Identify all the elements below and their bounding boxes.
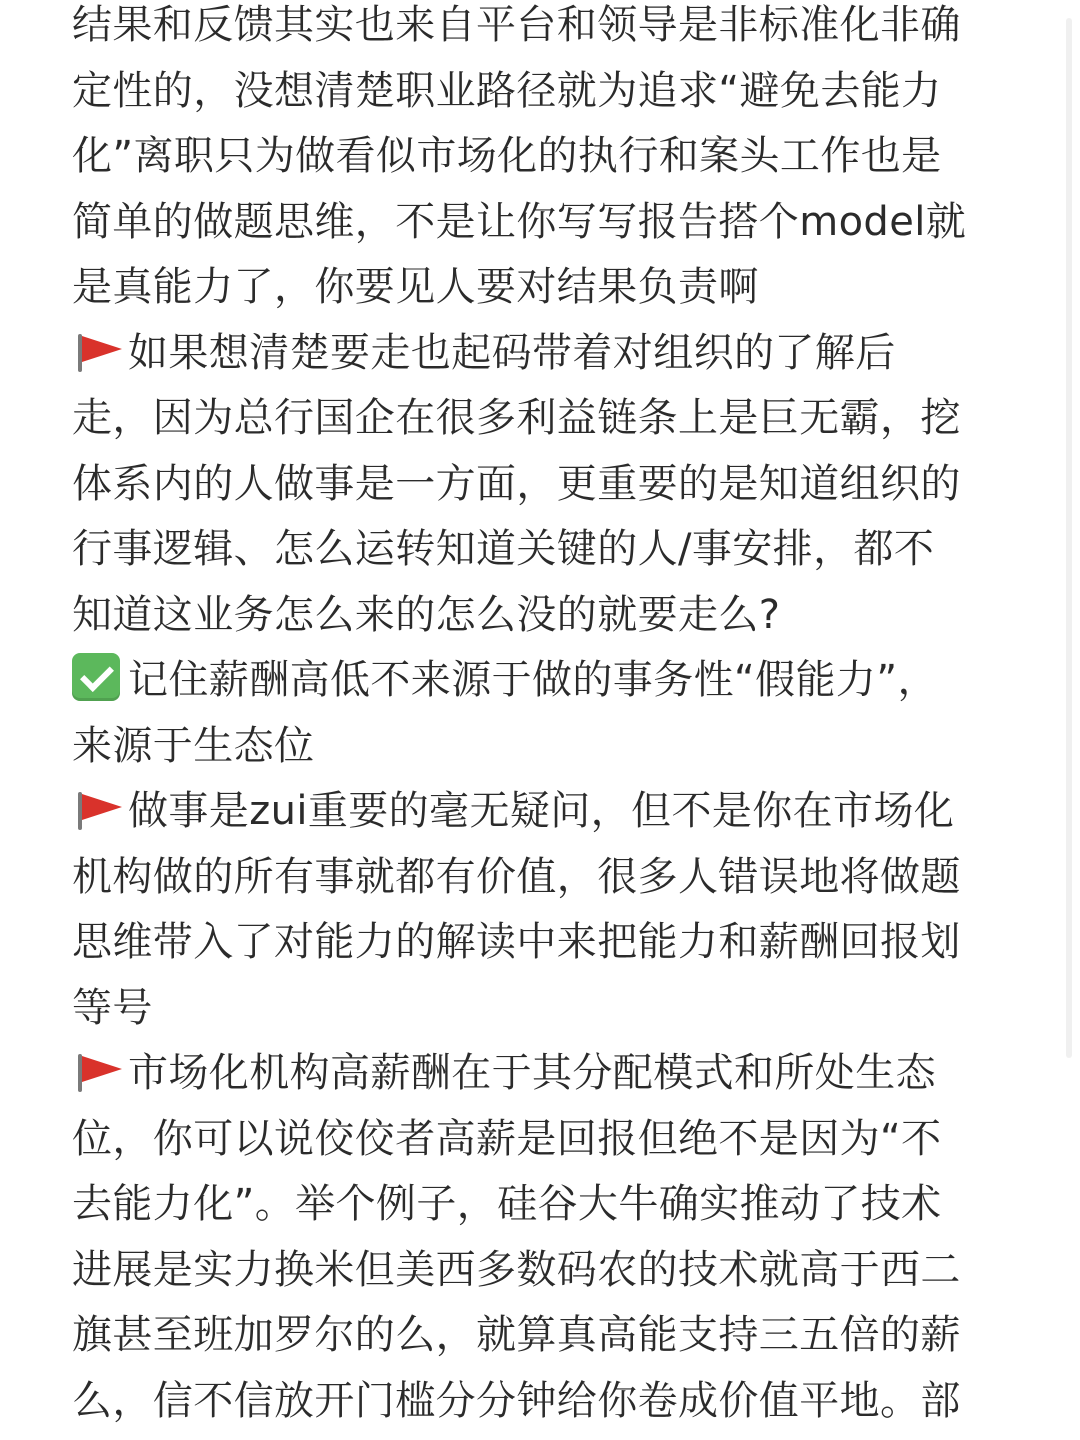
text-line: 么，信不信放开门槛分分钟给你卷成价值平地。部 [72,1377,961,1424]
bullet-line [72,321,1008,387]
bullet-line [72,648,1008,714]
bullet-text: 如果想清楚要走也起码带着对组织的了解后 [128,329,896,376]
text-line: 机构做的所有事就都有价值，很多人错误地将做题 [72,853,961,900]
red-flag-icon [72,790,124,830]
text-line: 体系内的人做事是一方面，更重要的是知道组织的 [72,460,961,507]
bullet-text: 市场化机构高薪酬在于其分配模式和所处生态 [128,1050,936,1096]
text-line: 定性的，没想清楚职业路径就为追求“避免去能力 [72,67,942,114]
text-line: 简单的做题思维，不是让你写写报告搭个model就 [72,198,967,245]
text-line: 位，你可以说佼佼者高薪是回报但绝不是因为“不 [72,1115,942,1162]
text-line: 来源于生态位 [72,722,315,769]
text-line: 走，因为总行国企在很多利益链条上是巨无霸，挖 [72,395,961,441]
bullet-text: 记住薪酬高低不来源于做的事务性“假能力”， [128,657,938,703]
bullet-text: 做事是zui重要的毫无疑问，但不是你在市场化 [128,788,955,834]
bullet-line [72,779,1008,845]
text-line: 旗甚至班加罗尔的么，就算真高能支持三五倍的薪 [72,1312,961,1358]
scrollbar[interactable] [1066,18,1072,1058]
text-line: 结果和反馈其实也来自平台和领导是非标准化非确 [72,2,961,48]
check-mark-icon [72,653,120,701]
text-line: 等号 [72,984,153,1031]
text-line: 思维带入了对能力的解读中来把能力和薪酬回报划 [72,919,961,965]
text-line: 知道这业务怎么来的怎么没的就要走么? [72,591,781,638]
red-flag-icon [72,332,124,372]
text-line: 进展是实力换米但美西多数码农的技术就高于西二 [72,1246,961,1293]
text-line: 是真能力了，你要见人要对结果负责啊 [72,264,759,310]
red-flag-icon [72,1052,124,1092]
bullet-line [72,1041,1008,1107]
text-line: 行事逻辑、怎么运转知道关键的人/事安排，都不 [72,526,935,572]
text-line: 化”离职只为做看似市场化的执行和案头工作也是 [72,133,942,179]
text-line: 去能力化”。举个例子，硅谷大牛确实推动了技术 [72,1181,942,1227]
article-body [72,0,1008,1434]
